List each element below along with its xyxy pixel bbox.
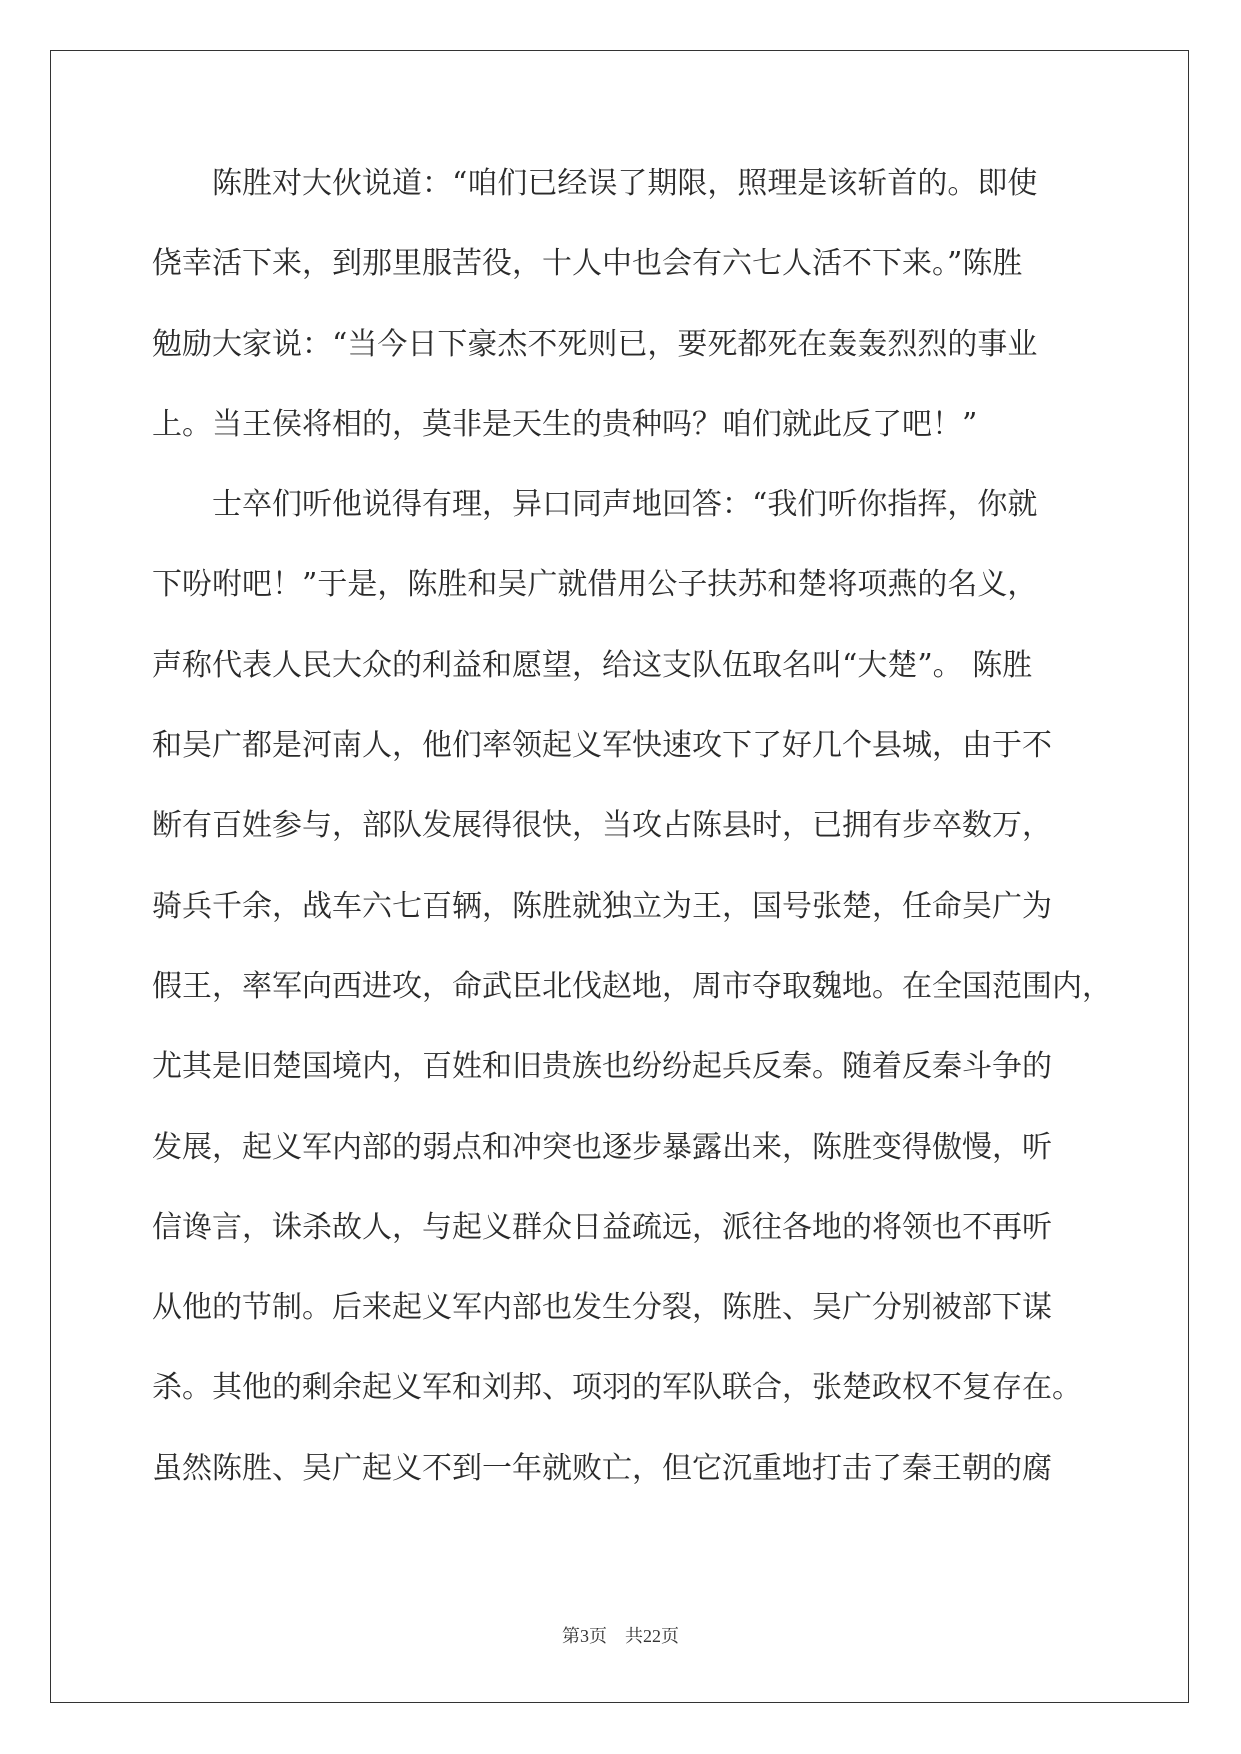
text-line-4: 上。当王侯将相的，莫非是天生的贵种吗？咱们就此反了吧！” [152,406,978,442]
text-line-6: 下吩咐吧！”于是，陈胜和吴广就借用公子扶苏和楚将项燕的名义， [152,567,1038,603]
text-line-3: 勉励大家说：“当今日下豪杰不死则已，要死都死在轰轰烈烈的事业 [152,326,1038,362]
text-line-17: 虽然陈胜、吴广起义不到一年就败亡，但它沉重地打击了秦王朝的腐 [152,1450,1052,1486]
text-line-16: 杀。其他的剩余起义军和刘邦、项羽的军队联合，张楚政权不复存在。 [152,1370,1082,1406]
text-line-2: 侥幸活下来，到那里服苦役，十人中也会有六七人活不下来。”陈胜 [152,246,1023,282]
text-line-7: 声称代表人民大众的利益和愿望，给这支队伍取名叫“大楚”。 陈胜 [152,647,1033,683]
text-line-14: 信谗言，诛杀故人，与起义群众日益疏远，派往各地的将领也不再听 [152,1209,1052,1245]
document-body [152,160,1122,1525]
text-line-12: 尤其是旧楚国境内，百姓和旧贵族也纷纷起兵反秦。随着反秦斗争的 [152,1049,1052,1085]
text-line-5: 士卒们听他说得有理，异口同声地回答：“我们听你指挥，你就 [152,487,1038,523]
text-line-8: 和吴广都是河南人，他们率领起义军快速攻下了好几个县城，由于不 [152,728,1052,764]
text-line-10: 骑兵千余，战车六七百辆，陈胜就独立为王，国号张楚，任命吴广为 [152,888,1052,924]
text-line-11: 假王，率军向西进攻，命武臣北伐赵地，周市夺取魏地。在全国范围内， [152,968,1112,1004]
text-line-1: 陈胜对大伙说道：“咱们已经误了期限，照理是该斩首的。即使 [152,166,1038,201]
text-line-9: 断有百姓参与，部队发展得很快，当攻占陈县时，已拥有步卒数万， [152,808,1052,844]
page-number-footer: 第3页 共22页 [562,1626,679,1646]
text-line-13: 发展，起义军内部的弱点和冲突也逐步暴露出来，陈胜变得傲慢，听 [152,1129,1052,1165]
text-line-15: 从他的节制。后来起义军内部也发生分裂，陈胜、吴广分别被部下谋 [152,1290,1052,1326]
